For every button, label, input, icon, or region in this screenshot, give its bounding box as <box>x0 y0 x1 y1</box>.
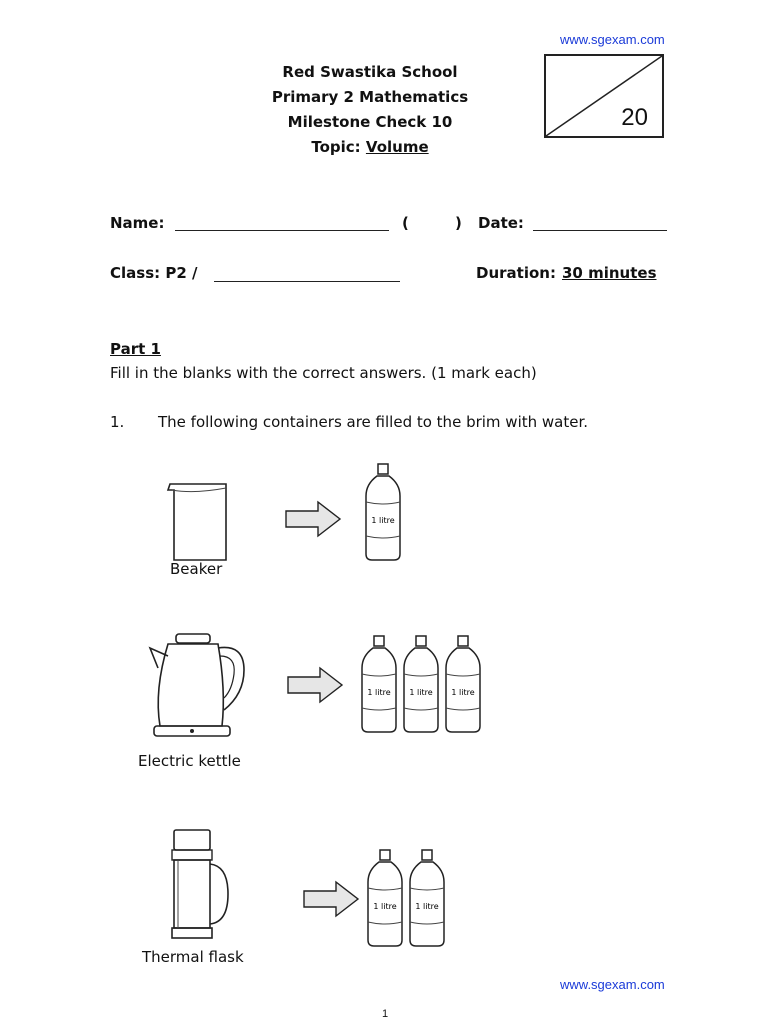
bottle-icon <box>366 464 400 560</box>
instruction-text: Fill in the blanks with the correct answers. (1 mark each) <box>110 364 537 382</box>
bottle-group-kettle <box>358 634 482 736</box>
bottle-label: 1 litre <box>415 902 439 911</box>
website-url-top[interactable]: www.sgexam.com <box>560 32 665 47</box>
bottle-group-flask <box>364 848 446 950</box>
bottle-group-beaker <box>362 462 402 564</box>
topic-value: Volume <box>365 138 429 156</box>
thermal-flask-drawing <box>164 826 234 942</box>
duration-value: 30 minutes <box>562 264 657 282</box>
bottle-icon <box>404 636 438 732</box>
bottle-icon <box>362 636 396 732</box>
beaker-caption: Beaker <box>170 560 223 578</box>
part-title: Part 1 <box>110 340 161 358</box>
school-name: Red Swastika School <box>282 63 458 81</box>
website-url-bottom[interactable]: www.sgexam.com <box>560 977 665 992</box>
date-label: Date: <box>478 214 524 232</box>
score-box <box>544 54 664 138</box>
bottle-icon <box>410 850 444 946</box>
bottle-icon <box>368 850 402 946</box>
question-number: 1. <box>110 413 125 431</box>
bottle-label: 1 litre <box>371 516 395 525</box>
index-open-paren: ( <box>402 214 409 232</box>
arrow-icon <box>286 666 346 704</box>
bottle-label: 1 litre <box>373 902 397 911</box>
index-close-paren: ) <box>455 214 462 232</box>
kettle-drawing <box>146 630 250 742</box>
arrow-icon <box>302 880 362 918</box>
bottle-icon <box>446 636 480 732</box>
topic-line <box>240 135 500 160</box>
test-title: Milestone Check 10 <box>287 113 453 131</box>
topic-label: Topic: <box>311 138 361 156</box>
duration-label: Duration: <box>476 264 556 282</box>
beaker-drawing <box>164 478 234 564</box>
date-blank[interactable] <box>533 216 667 235</box>
class-label: Class: P2 / <box>110 264 198 282</box>
bottle-label: 1 litre <box>409 688 433 697</box>
subject-level: Primary 2 Mathematics <box>271 88 469 106</box>
total-marks: 20 <box>621 104 648 131</box>
name-label: Name: <box>110 214 165 232</box>
arrow-icon <box>284 500 344 538</box>
kettle-caption: Electric kettle <box>138 752 241 770</box>
bottle-label: 1 litre <box>451 688 475 697</box>
flask-caption: Thermal flask <box>142 948 244 966</box>
name-blank[interactable] <box>175 216 389 235</box>
page-number: 1 <box>382 1008 389 1020</box>
question-text: The following containers are filled to the brim with water. <box>158 413 589 431</box>
class-blank[interactable] <box>214 267 400 286</box>
bottle-label: 1 litre <box>367 688 391 697</box>
